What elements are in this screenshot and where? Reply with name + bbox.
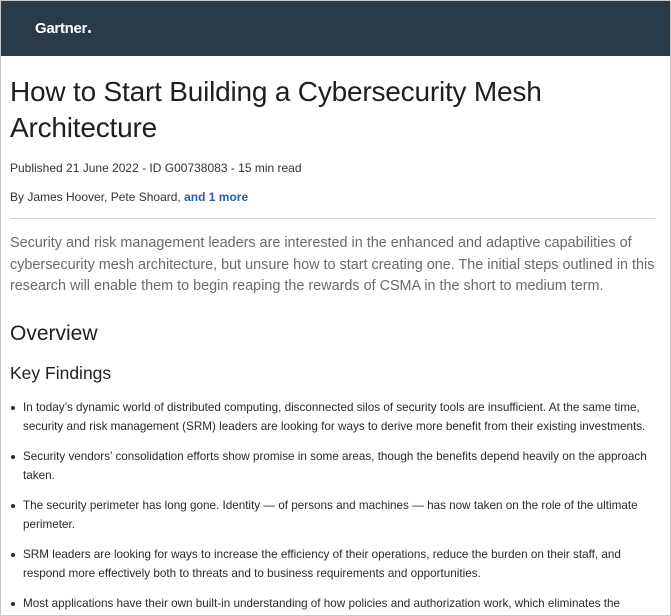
list-item: [10, 545, 661, 583]
list-item-text: The security perimeter has long gone. Identity — of persons and machines — has now taken on the role of the ultimate perimeter.: [23, 498, 638, 531]
header-bar: [1, 1, 670, 56]
list-item-text: SRM leaders are looking for ways to increase the efficiency of their operations, reduce the burden on their staff, and respond more effectively both to threats and to business requirements and opportunities.: [23, 547, 621, 580]
list-item-text: In today’s dynamic world of distributed computing, disconnected silos of security tools are insufficient. At the same time, security and risk management (SRM) leaders are looking for ways to derive more benefit from their existing investments.: [23, 400, 646, 433]
list-item: [10, 398, 661, 436]
bullet-icon: [11, 406, 15, 410]
article-summary: Security and risk management leaders are interested in the enhanced and adaptive capabilities of cybersecurity mesh architecture, but unsure how to start creating one. The initial steps outlined in this research will enable them to begin reaping the rewards of CSMA in the short to medium term.: [10, 235, 655, 294]
publication-meta: Published 21 June 2022 - ID G00738083 - 15 min read: [10, 161, 302, 175]
bullet-icon: [11, 602, 15, 606]
key-findings-heading: Key Findings: [10, 362, 112, 383]
authors-line: [10, 190, 661, 204]
list-item: [10, 447, 661, 485]
list-item-text: Most applications have their own built-in understanding of how policies and authorization work, which eliminates the: [23, 596, 621, 610]
bullet-icon: [11, 553, 15, 557]
authors-names: By James Hoover, Pete Shoard,: [10, 190, 181, 204]
list-item: [10, 496, 661, 534]
page-title: How to Start Building a Cybersecurity Mesh Architecture: [10, 76, 542, 143]
key-findings-list: [10, 398, 661, 613]
overview-heading: Overview: [10, 321, 98, 345]
list-item: [10, 594, 661, 613]
divider: [10, 218, 655, 219]
logo-dot-icon: [88, 30, 91, 33]
more-authors-link[interactable]: and 1 more: [184, 190, 249, 204]
bullet-icon: [11, 504, 15, 508]
list-item-text: Security vendors’ consolidation efforts show promise in some areas, though the benefits depend heavily on the approach taken.: [23, 449, 647, 482]
article-body: [1, 74, 670, 613]
gartner-logo[interactable]: [35, 20, 91, 37]
logo-text: Gartner: [35, 20, 88, 37]
bullet-icon: [11, 455, 15, 459]
